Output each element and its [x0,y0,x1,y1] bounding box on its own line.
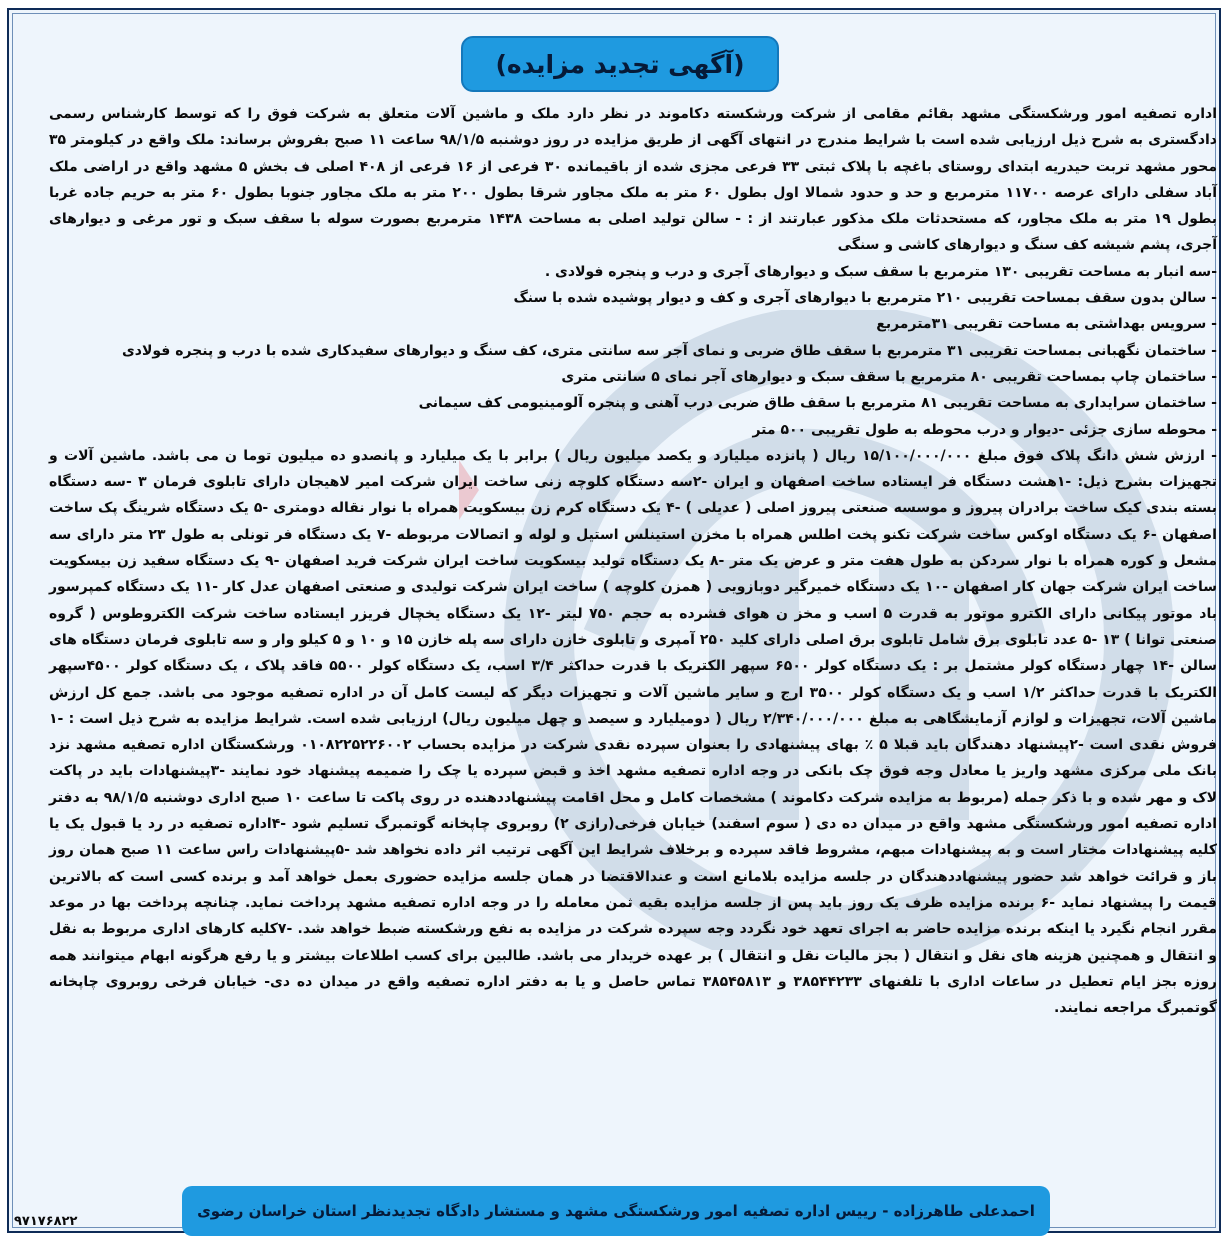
paragraph-sanitary: - سرویس بهداشتی به مساحت تقریبی ۳۱مترمربع [876,316,1217,333]
notice-frame [7,8,1221,1233]
paragraph-print-building: - ساختمان چاپ بمساحت تقریبی ۸۰ مترمربع با سقف سبک و دیوارهای آجر نمای ۵ سانتی متری [561,368,1217,385]
paragraph-intro: اداره تصفیه امور ورشکستگی مشهد بقائم مقامی از شرکت ورشکسته دکاموند در نظر دارد ملک و ماشین آلات متعلق به شرکت فوق را که توسط کارشناس رسمی دادگستری به شرح ذیل ارزیابی شده است با شرایط مندرج در انتهای آگهی از طریق مزایده در روز دوشنبه ۹۸/۱/۵ ساعت ۱۱ صبح بفروش برساند: ملک واقع در کیلومتر ۳۵ محور مشهد تربت حیدریه ابتدای روستای باغچه با پلاک ثبتی ۳۳ فرعی مجزی شده از باقیمانده ۳۰ فرعی از ۱۶ فرعی از ۴۰۸ اصلی ف بخش ۵ مشهد واقع در اراضی ملک آباد سفلی دارای عرصه ۱۱۷۰۰ مترمربع و حد و حدود شمالا اول بطول ۶۰ متر به ملک مجاور شرقا بطول ۲۰۰ متر به ملک مجاور جنوبا بطول ۶۰ متر به حریم جاده غربا بطول ۱۹ متر به ملک مجاور، که مستحدثات ملک مذکور عبارتند از : - سالن تولید اصلی به مساحت ۱۴۳۸ مترمربع بصورت سوله با سقف سبک و تور مرغی و دیوارهای آجری، پشم شیشه کف سنگ و دیوارهای کاشی و سنگی [49,106,1218,254]
signature-text: احمدعلی طاهرزاده - رییس اداره تصفیه امور ورشکستگی مشهد و مستشار دادگاه تجدیدنظر استان خراسان رضوی [197,1202,1035,1220]
notice-body [49,101,1217,1021]
paragraph-landscaping: - محوطه سازی جزئی -دیوار و درب محوطه به طول تقریبی ۵۰۰ متر [752,421,1217,438]
notice-title-box [461,36,779,92]
paragraph-roofless-hall: - سالن بدون سقف بمساحت تقریبی ۲۱۰ مترمربع با دیوارهای آجری و کف و دیوار پوشیده شده با سنگ [513,290,1217,307]
signature-box [182,1186,1050,1236]
paragraph-warehouses: -سه انبار به مساحت تقریبی ۱۳۰ مترمربع با سقف سبک و دیوارهای آجری و درب و پنجره فولادی . [544,263,1217,280]
paragraph-caretaker-building: - ساختمان سرایداری به مساحت تقریبی ۸۱ مترمربع با سقف طاق ضربی درب آهنی و پنجره آلومینیومی کف سیمانی [418,395,1217,412]
document-code: ۹۷۱۷۶۸۲۲ [14,1214,78,1229]
paragraph-value-machinery-terms: - ارزش شش دانگ پلاک فوق مبلغ ۱۵/۱۰۰/۰۰۰/۰۰۰ ریال ( پانزده میلیارد و یکصد میلیون ریال ) برابر با یک میلیارد و پانصدو ده میلیون توما ن می باشد. ماشین آلات و تجهیزات بشرح ذیل: -۱هشت دستگاه فر ایستاده ساخت اصفهان و ایران -۲سه دستگاه کلوچه زنی ساخت ایران شرکت امیر لاهیجان دارای تابلوی فرمان ۳ -سه دستگاه بسته بندی کیک ساخت برادران پیروز و موسسه صنعتی پیروز اصلی ( عدیلی ) -۴ یک دستگاه کرم زن بیسکویت همراه با نوار نقاله دومتری -۵ یک دستگاه شرینگ پک ساخت اصفهان -۶ یک دستگاه اوکس ساخت شرکت تکنو پخت اطلس همراه با مخزن استینلس استیل و لوله و اتصالات مربوطه -۷ یک دستگاه فر تونلی به طول ۲۳ متر دارای سه مشعل و کوره همراه با نوار سردکن به طول هفت متر و عرض یک متر -۸ یک دستگاه تولید بیسکویت ساخت ایران شرکت فرید اصفهان -۹ یک دستگاه سفید زن بیسکویت ساخت ایران شرکت جهان کار اصفهان -۱۰ یک دستگاه خمیرگیر دوبازویی ( همزن کلوچه ) ساخت ایران شرکت تولیدی و صنعتی اصفهان عدل کار -۱۱ یک دستگاه کمپرسور باد موتور پیکانی دارای الکترو موتور به قدرت ۵ اسب و مخز ن هوای فشرده به حجم ۷۵۰ لیتر -۱۲ یک دستگاه یخچال فریزر ایستاده ساخت شرکت الکتروطوس ( گروه صنعتی توانا ) ۱۳ -۵ عدد تابلوی برق شامل تابلوی برق اصلی دارای کلید ۲۵۰ آمپری و تابلوی خازن دارای سه پله خازن ۱۵ و ۱۰ و ۵ کیلو وار و سه تابلوی فرمان دستگاه های سالن -۱۴ چهار دستگاه کولر مشتمل بر : یک دستگاه کولر ۶۵۰۰ سپهر الکتریک با قدرت حداکثر ۳/۴ اسب، یک دستگاه کولر ۵۵۰۰ فاقد پلاک ، یک دستگاه کولر ۴۵۰۰سپهر الکتریک با قدرت حداکثر ۱/۲ اسب و یک دستگاه کولر ۳۵۰۰ ارج و سایر ماشین آلات و تجهیزات دیگر که لیست کامل آن در اداره تصفیه موجود می باشد. جمع کل ارزش ماشین آلات، تجهیزات و لوازم آزمایشگاهی به مبلغ ۲/۳۴۰/۰۰۰/۰۰۰ ریال ( دومیلیارد و سیصد و چهل میلیون ریال) ارزیابی شده است. شرایط مزایده به شرح ذیل است : -۱ فروش نقدی است -۲پیشنهاد دهندگان باید قبلا ۵ ٪ بهای پیشنهادی را بعنوان سپرده نقدی شرکت در مزایده بحساب ۰۱۰۸۲۲۵۲۲۶۰۰۲ ورشکستگان اداره تصفیه مشهد نزد بانک ملی مرکزی مشهد واریز یا معادل وجه فوق چک بانکی در وجه اداره تصفیه مشهد اخذ و قبض سپرده یا چک را ضمیمه پیشنهاد خود نمایند -۳پیشنهادات باید در پاکت لاک و مهر شده و با ذکر جمله (مربوط به مزایده شرکت دکاموند ) مشخصات کامل و محل اقامت پیشنهاددهنده در روی پاکت تا ساعت ۱۰ صبح اداری دوشنبه ۹۸/۱/۵ به دفتر اداره تصفیه امور ورشکستگی مشهد واقع در میدان ده دی ( سوم اسفند) خیابان فرخی(رازی ۲) روبروی چاپخانه گوتمبرگ تسلیم شود -۴اداره تصفیه در رد یا قبول یک یا کلیه پیشنهادات مختار است و به پیشنهادات مبهم، مشروط فاقد سپرده و برخلاف شرایط این آگهی ترتیب اثر داده نخواهد شد -۵پیشنهادات راس ساعت ۱۱ صبح همان روز باز و قرائت خواهد شد حضور پیشنهاددهندگان در جلسه مزایده بلامانع است و عندالاقتضا در همان جلسه مزایده حضوری بعمل خواهد آمد و برنده کسی است که بالاترین قیمت را پیشنهاد نماید -۶ برنده مزایده ظرف یک روز باید پس از جلسه مزایده بقیه ثمن معامله را در وجه اداره تصفیه مشهد پرداخت نماید. چنانچه پرداخت بها در موعد مقرر انجام نگیرد یا اینکه برنده مزایده حاضر به اجرای تعهد خود نگردد وجه سپرده شرکت در مزایده به نفع ورشکسته ضبط خواهد شد. -۷کلیه کارهای اداری مربوط به نقل و انتقال و همچنین هزینه های نقل و انتقال ( بجز مالیات نقل و انتقال ) بر عهده خریدار می باشد. طالبین برای کسب اطلاعات بیشتر و یا رفع هرگونه ابهام میتوانند همه روزه بجز ایام تعطیل در ساعات اداری با تلفنهای ۳۸۵۴۴۲۳۳ و ۳۸۵۴۵۸۱۳ تماس حاصل و یا به دفتر اداره تصفیه واقع در میدان ده دی- خیابان فرخی روبروی چاپخانه گوتمبرگ مراجعه نمایند. [49,447,1218,1017]
paragraph-guard-building: - ساختمان نگهبانی بمساحت تقریبی ۳۱ مترمربع با سقف طاق ضربی و نمای آجر سه سانتی متری، کف سنگ و دیوارهای سفیدکاری شده با درب و پنجره فولادی [121,342,1217,359]
notice-title: (آگهی تجدید مزایده) [495,49,745,79]
